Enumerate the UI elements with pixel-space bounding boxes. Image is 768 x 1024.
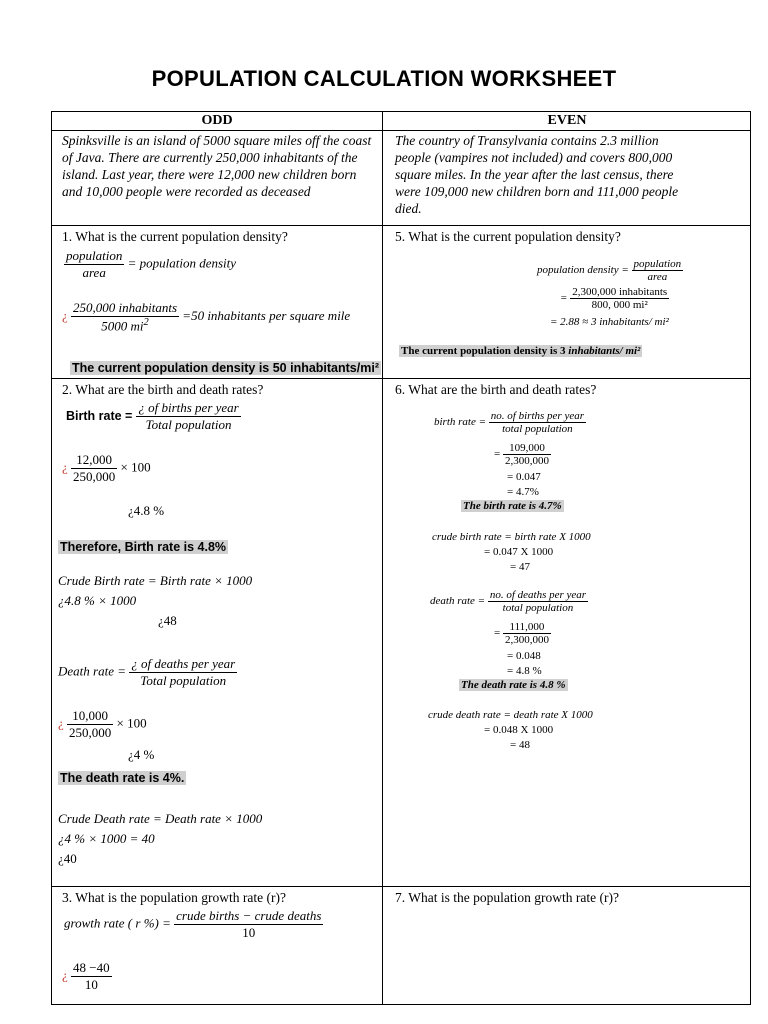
q6-death-calc: = $\frac{111,000}{2,300,000}$ bbox=[494, 621, 549, 646]
column-divider bbox=[382, 112, 383, 1004]
q6-death-percent: = 4.8 % bbox=[507, 665, 542, 677]
q6-death-decimal: = 0.048 bbox=[507, 650, 541, 662]
header-even: EVEN bbox=[547, 113, 587, 128]
q2-crude-death-2: ¿4 % × 1000 = 40 bbox=[58, 831, 155, 846]
question-1: 1. What is the current population density? bbox=[62, 229, 288, 244]
q1-formula: $\frac{\text{population}}{\text{area}}$ = population density bbox=[66, 248, 237, 280]
question-7: 7. What is the population growth rate (r)? bbox=[395, 890, 619, 905]
q6-birth-answer: The birth rate is 4.7% bbox=[463, 500, 562, 512]
even-intro: The country of Transylvania contains 2.3 million people (vampires not included) and covers 800,000 square miles. In the year after the last census, there were 109,000 new children born and 111,000 people died. bbox=[395, 133, 679, 216]
q6-crude-death-1: crude death rate = death rate X 1000 bbox=[428, 709, 593, 721]
page-title: POPULATION CALCULATION WORKSHEET bbox=[151, 66, 617, 91]
q5-answer: The current population density is 3 inhabitants/ mi² bbox=[401, 345, 641, 357]
q2-birth-calc: ¿ $\frac{12,000}{250,000}$ × 100 bbox=[62, 452, 151, 484]
q2-crude-birth-2: ¿4.8 % × 1000 bbox=[58, 593, 137, 608]
q6-birth-decimal: = 0.047 bbox=[507, 471, 541, 483]
q2-birth-answer: Therefore, Birth rate is 4.8% bbox=[60, 540, 227, 554]
q1-calc: ¿ $\frac{\text{250,000 inhabitants}}{5000 mi^2}$ =50 inhabitants per square mile bbox=[62, 300, 351, 334]
question-6: 6. What are the birth and death rates? bbox=[395, 382, 597, 397]
q5-line1: population density = $\frac{\text{population}}{\text{area}}$ bbox=[537, 258, 682, 283]
question-2: 2. What are the birth and death rates? bbox=[62, 382, 264, 397]
q2-death-calc: ¿ $\frac{10,000}{250,000}$ × 100 bbox=[58, 708, 147, 740]
q1-answer: The current population density is 50 inhabitants/mi² bbox=[72, 361, 379, 375]
q6-crude-birth-2: = 0.047 X 1000 bbox=[484, 546, 554, 558]
q2-crude-birth-3: ¿48 bbox=[158, 613, 177, 628]
row-divider bbox=[52, 130, 750, 131]
q6-birth-formula: birth rate = $\frac{\text{no. of births per year}}{\text{total population}}$ bbox=[434, 410, 584, 435]
question-3: 3. What is the population growth rate (r)? bbox=[62, 890, 286, 905]
q2-death-answer: The death rate is 4%. bbox=[60, 771, 185, 785]
q6-crude-birth-3: = 47 bbox=[510, 561, 530, 573]
q3-calc: ¿ $\frac{48 -40}{10}$ bbox=[62, 960, 110, 992]
worksheet-table bbox=[51, 111, 751, 1005]
q6-crude-death-2: = 0.048 X 1000 bbox=[484, 724, 554, 736]
question-5: 5. What is the current population density? bbox=[395, 229, 621, 244]
q3-formula: growth rate ( r %) = $\frac{\text{crude births − crude deaths}}{10}$ bbox=[64, 908, 322, 940]
header-odd: ODD bbox=[201, 113, 233, 128]
q6-birth-percent: = 4.7% bbox=[507, 486, 539, 498]
q6-birth-calc: = $\frac{109,000}{2,300,000}$ bbox=[494, 442, 549, 467]
q2-death-formula: Death rate = $\frac{\text{¿ of deaths per year}}{\text{Total population}}$ bbox=[58, 656, 236, 688]
q2-crude-birth-1: Crude Birth rate = Birth rate × 1000 bbox=[58, 573, 253, 588]
row-divider bbox=[52, 886, 750, 887]
q6-death-formula: death rate = $\frac{\text{no. of deaths per year}}{\text{total population}}$ bbox=[430, 589, 587, 614]
q2-crude-death-3: ¿40 bbox=[58, 851, 77, 866]
q5-line2: = $\frac{\text{2,300,000 inhabitants}}{\text{800, 000 mi²}}$ bbox=[560, 286, 668, 311]
q6-crude-birth-1: crude birth rate = birth rate X 1000 bbox=[432, 531, 591, 543]
q5-line3: = 2.88 ≈ 3 inhabitants/ mi² bbox=[550, 316, 669, 328]
q2-birth-formula: Birth rate = $\frac{\text{¿ of births per year}}{\text{Total population}}$ bbox=[66, 400, 239, 432]
q2-crude-death-1: Crude Death rate = Death rate × 1000 bbox=[58, 811, 263, 826]
q6-crude-death-3: = 48 bbox=[510, 739, 530, 751]
q6-death-answer: The death rate is 4.8 % bbox=[461, 679, 566, 691]
row-divider bbox=[52, 225, 750, 226]
q2-birth-result: ¿4.8 % bbox=[128, 503, 165, 518]
q2-death-result: ¿4 % bbox=[128, 747, 155, 762]
row-divider bbox=[52, 378, 750, 379]
odd-intro: Spinksville is an island of 5000 square miles off the coast of Java. There are currently 250,000 inhabitants of the island. Last year, there were 12,000 new children born and 10,000 people were recorded as deceased bbox=[62, 133, 372, 199]
